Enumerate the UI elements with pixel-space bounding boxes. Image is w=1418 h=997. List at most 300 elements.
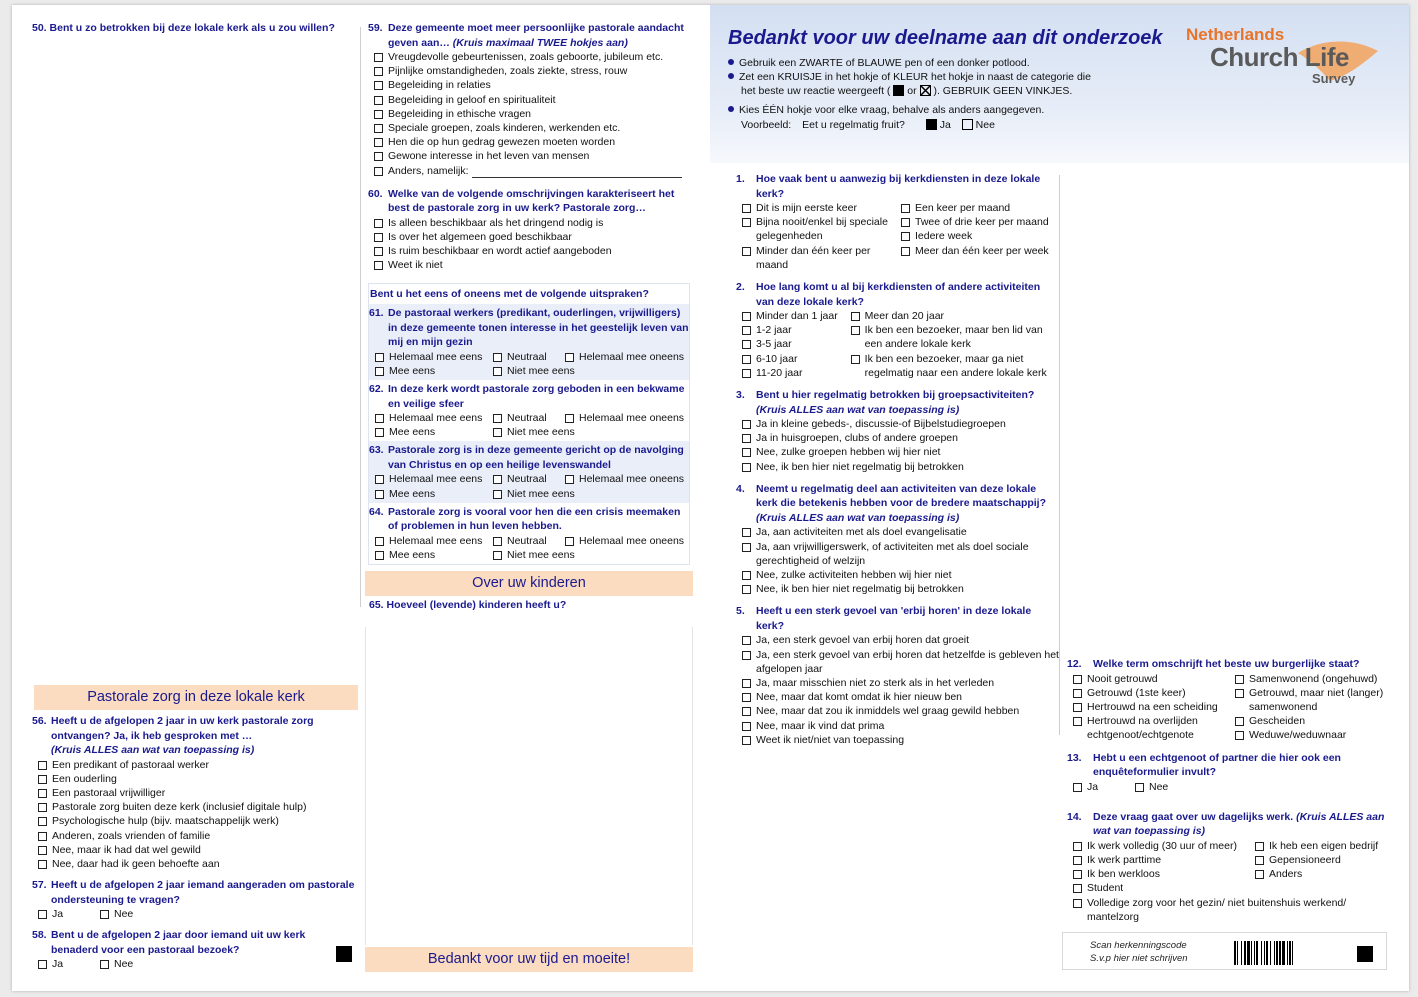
checkbox[interactable]	[1073, 689, 1082, 698]
question-60	[368, 187, 684, 216]
barcode-bar	[1244, 941, 1246, 965]
q58-no[interactable]	[100, 957, 133, 971]
question-text: Hebt u een echtgenoot of partner die hier ook een enquêteformulier invult?	[1093, 751, 1341, 779]
q5-options	[742, 633, 1060, 747]
option-label: Neutraal	[507, 473, 547, 486]
checkbox[interactable]	[374, 124, 383, 133]
option-label: Ja	[52, 908, 64, 921]
checkbox[interactable]	[38, 960, 47, 969]
scan-code-box	[1062, 932, 1387, 970]
question-text: Deze vraag gaat over uw dagelijks werk.	[1093, 810, 1294, 823]
checkbox[interactable]	[742, 651, 751, 660]
checkbox[interactable]	[742, 448, 751, 457]
column-divider	[1059, 175, 1060, 735]
checkbox[interactable]	[742, 736, 751, 745]
checkbox[interactable]	[565, 537, 574, 546]
option-label: Bijna nooit/enkel bij speciale gelegenheden	[756, 216, 888, 243]
checkbox[interactable]	[742, 312, 751, 321]
option[interactable]	[375, 350, 493, 364]
option[interactable]	[565, 411, 693, 425]
example-line	[741, 118, 995, 132]
question-number: 4.	[736, 482, 745, 495]
option[interactable]	[374, 164, 694, 178]
barcode-bar	[1254, 941, 1255, 965]
barcode-bar	[1234, 941, 1236, 965]
question-13	[1067, 751, 1397, 780]
option[interactable]	[374, 121, 694, 135]
option-label: Nee, ik ben hier niet regelmatig bij betrokken	[756, 583, 964, 596]
instruction-1	[728, 56, 1030, 70]
checkbox[interactable]	[375, 353, 384, 362]
crossed-box-icon	[920, 85, 931, 96]
option[interactable]	[565, 472, 693, 486]
option[interactable]	[493, 350, 565, 364]
option-label: Begeleiding in geloof en spiritualiteit	[388, 93, 556, 106]
checkbox[interactable]	[374, 261, 383, 270]
question-59	[368, 21, 694, 50]
questionnaire-sheet	[12, 5, 1409, 991]
checkbox[interactable]	[38, 789, 47, 798]
agreement-question	[369, 304, 689, 380]
option[interactable]	[493, 472, 565, 486]
option-label: Ja, een sterk gevoel van erbij horen dat groeit	[756, 634, 970, 647]
option[interactable]	[38, 843, 362, 857]
option[interactable]	[374, 244, 694, 258]
checkbox[interactable]	[38, 803, 47, 812]
column-3	[736, 172, 1060, 762]
option-label: Gescheiden	[1249, 715, 1306, 728]
option[interactable]	[493, 548, 613, 562]
option-label: Anders, namelijk:	[388, 164, 469, 177]
option-label: Getrouwd (1ste keer)	[1087, 686, 1186, 699]
option-label: Nee, maar ik vind dat prima	[756, 719, 885, 732]
option[interactable]	[901, 215, 1060, 229]
checkbox[interactable]	[742, 543, 751, 552]
question-hint: (Kruis maximaal TWEE hokjes aan)	[452, 36, 628, 49]
column-4	[1067, 657, 1397, 937]
checkbox[interactable]	[1073, 899, 1082, 908]
question-text: Hoe lang komt u al bij kerkdiensten of andere activiteiten van deze lokale kerk?	[756, 281, 1041, 308]
checkbox[interactable]	[742, 420, 751, 429]
option-label: 11-20 jaar	[756, 366, 803, 379]
checkbox[interactable]	[375, 414, 384, 423]
option-label: Hertrouwd na een scheiding	[1087, 700, 1218, 713]
q56-options	[38, 758, 362, 872]
checkbox[interactable]	[1073, 703, 1082, 712]
option-label: Helemaal mee oneens	[579, 473, 685, 486]
option[interactable]	[38, 758, 362, 772]
option[interactable]	[1235, 728, 1395, 742]
option[interactable]	[901, 244, 1060, 258]
question-number: 3.	[736, 389, 745, 402]
option-label: Is over het algemeen goed beschikbaar	[388, 231, 572, 244]
option-label: Ja	[52, 958, 64, 971]
checkbox[interactable]	[493, 537, 502, 546]
option[interactable]	[742, 525, 1060, 539]
question-number: 57.	[32, 879, 47, 892]
question-text: Neemt u regelmatig deel aan activiteiten van deze lokale kerk die betekenis hebben voor de bredere maatschappij?	[756, 482, 1047, 510]
checkbox[interactable]	[1235, 675, 1244, 684]
option[interactable]	[742, 690, 1060, 704]
option[interactable]	[1073, 839, 1255, 853]
checkbox[interactable]	[38, 846, 47, 855]
instruction-text: ). GEBRUIK GEEN VINKJES.	[933, 85, 1073, 97]
option[interactable]	[493, 364, 613, 378]
q60-options	[374, 216, 694, 273]
column-divider	[360, 27, 361, 607]
option[interactable]	[38, 800, 362, 814]
instruction-text: Kies ÉÉN hokje voor elke vraag, behalve als anders aangegeven.	[739, 104, 1045, 116]
scale-row	[375, 425, 689, 439]
option-label: Helemaal mee eens	[389, 473, 483, 486]
q4-options	[742, 525, 1060, 596]
barcode-bar	[1270, 941, 1271, 965]
option[interactable]	[374, 50, 694, 64]
option[interactable]	[374, 258, 694, 272]
option[interactable]	[374, 93, 694, 107]
option[interactable]	[565, 350, 693, 364]
checkbox[interactable]	[38, 860, 47, 869]
option[interactable]	[375, 487, 493, 501]
option[interactable]	[1255, 853, 1395, 867]
checkbox[interactable]	[742, 585, 751, 594]
option-label: Nee, zulke groepen hebben wij hier niet	[756, 446, 941, 459]
checkbox[interactable]	[742, 204, 751, 213]
option-label: Meer dan één keer per week	[915, 244, 1049, 257]
checkbox[interactable]	[742, 326, 751, 335]
checkbox[interactable]	[901, 247, 910, 256]
checkbox[interactable]	[1135, 783, 1144, 792]
option[interactable]	[742, 633, 1060, 647]
option[interactable]	[1255, 839, 1395, 853]
checkbox[interactable]	[742, 369, 751, 378]
checkbox[interactable]	[565, 414, 574, 423]
option[interactable]	[851, 352, 1060, 380]
option[interactable]	[1073, 867, 1255, 881]
q12-options	[1073, 672, 1397, 743]
checkbox[interactable]	[1235, 689, 1244, 698]
instruction-3	[728, 103, 1044, 117]
checkbox[interactable]	[374, 247, 383, 256]
option[interactable]	[742, 676, 1060, 690]
option[interactable]	[374, 107, 694, 121]
option[interactable]	[374, 230, 694, 244]
question-text: Bent u zo betrokken bij deze lokale kerk als u zou willen?	[49, 22, 335, 34]
option-label: Begeleiding in relaties	[388, 79, 491, 92]
checkbox[interactable]	[493, 367, 502, 376]
checkbox[interactable]	[1255, 856, 1264, 865]
section-pastoral-band: Pastorale zorg in deze lokale kerk	[34, 685, 358, 710]
checkbox[interactable]	[742, 355, 751, 364]
checkbox[interactable]	[742, 528, 751, 537]
option[interactable]	[374, 149, 694, 163]
q13-no[interactable]	[1135, 780, 1168, 794]
option-label: Ik werk parttime	[1087, 853, 1162, 866]
question-65	[369, 598, 689, 613]
option[interactable]	[742, 568, 1060, 582]
option[interactable]	[742, 366, 851, 380]
checkbox[interactable]	[742, 340, 751, 349]
option[interactable]	[1235, 686, 1395, 714]
barcode-bar	[1276, 941, 1278, 965]
option[interactable]	[901, 229, 1060, 243]
option[interactable]	[38, 786, 362, 800]
scan-line1: Scan herkenningscode	[1090, 940, 1187, 951]
checkbox[interactable]	[374, 53, 383, 62]
q57-yes[interactable]	[38, 907, 100, 921]
checkbox[interactable]	[851, 312, 860, 321]
checkbox[interactable]	[901, 218, 910, 227]
option[interactable]	[742, 201, 901, 215]
option[interactable]	[38, 829, 362, 843]
checkbox[interactable]	[565, 475, 574, 484]
option-label: Een ouderling	[52, 772, 117, 785]
checkbox[interactable]	[742, 463, 751, 472]
question-number: 60.	[368, 187, 383, 200]
question-61	[369, 306, 689, 350]
checkbox[interactable]	[1235, 717, 1244, 726]
checkbox[interactable]	[742, 434, 751, 443]
checkbox[interactable]	[374, 152, 383, 161]
checkbox[interactable]	[565, 353, 574, 362]
option[interactable]	[38, 814, 362, 828]
option[interactable]	[1235, 672, 1395, 686]
checkbox[interactable]	[374, 81, 383, 90]
option-label: Anderen, zoals vrienden of familie	[52, 829, 211, 842]
option[interactable]	[742, 417, 1060, 431]
q13-yes[interactable]	[1073, 780, 1135, 794]
checkbox[interactable]	[493, 414, 502, 423]
checkbox[interactable]	[375, 475, 384, 484]
question-text: Bent u hier regelmatig betrokken bij groepsactiviteiten?	[756, 389, 1035, 402]
scan-marker-icon	[336, 946, 352, 962]
option-label: Twee of drie keer per maand	[915, 216, 1049, 229]
checkbox[interactable]	[1073, 783, 1082, 792]
checkbox[interactable]	[38, 817, 47, 826]
option[interactable]	[493, 425, 613, 439]
option[interactable]	[375, 472, 493, 486]
checkbox[interactable]	[742, 693, 751, 702]
option[interactable]	[742, 323, 851, 337]
scale-row	[375, 350, 689, 364]
option-label: Samenwonend (ongehuwd)	[1249, 672, 1378, 685]
fill-in-line[interactable]	[472, 168, 682, 178]
question-number: 13.	[1067, 751, 1082, 764]
option[interactable]	[742, 244, 901, 272]
option[interactable]	[493, 411, 565, 425]
checkbox[interactable]	[1255, 870, 1264, 879]
option[interactable]	[742, 719, 1060, 733]
checkbox[interactable]	[374, 233, 383, 242]
checkbox[interactable]	[742, 722, 751, 731]
checkbox[interactable]	[375, 367, 384, 376]
checkbox[interactable]	[100, 960, 109, 969]
checkbox[interactable]	[742, 571, 751, 580]
checkbox[interactable]	[1073, 884, 1082, 893]
checkbox[interactable]	[38, 832, 47, 841]
option[interactable]	[742, 215, 901, 243]
option[interactable]	[375, 364, 493, 378]
option[interactable]	[493, 487, 613, 501]
question-number: 62.	[369, 383, 384, 396]
checkbox[interactable]	[1073, 842, 1082, 851]
option[interactable]	[1073, 672, 1235, 686]
option-label: Meer dan 20 jaar	[864, 310, 945, 323]
checkbox[interactable]	[38, 761, 47, 770]
option[interactable]	[742, 704, 1060, 718]
checkbox[interactable]	[493, 551, 502, 560]
option-label: Mee eens	[389, 364, 436, 377]
checkbox[interactable]	[1235, 731, 1244, 740]
option[interactable]	[374, 216, 694, 230]
checkbox[interactable]	[493, 353, 502, 362]
option[interactable]	[375, 534, 493, 548]
checkbox[interactable]	[374, 96, 383, 105]
option-label: Mee eens	[389, 549, 436, 562]
option[interactable]	[374, 78, 694, 92]
checkbox[interactable]	[742, 707, 751, 716]
logo-line2: Church Life	[1210, 42, 1349, 72]
q14-full-option[interactable]	[1073, 896, 1373, 924]
option[interactable]	[565, 534, 693, 548]
q14-options	[1073, 839, 1397, 896]
example-question: Eet u regelmatig fruit?	[802, 119, 905, 131]
checkbox[interactable]	[901, 204, 910, 213]
option[interactable]	[742, 431, 1060, 445]
option[interactable]	[742, 352, 851, 366]
option-label: Nee, maar ik had dat wel gewild	[52, 843, 201, 856]
option[interactable]	[375, 425, 493, 439]
option[interactable]	[1073, 853, 1255, 867]
option-label: Nee, zulke activiteiten hebben wij hier niet	[756, 568, 952, 581]
checkbox[interactable]	[901, 232, 910, 241]
option[interactable]	[374, 64, 694, 78]
children-answer-area	[365, 627, 693, 945]
option[interactable]	[1073, 700, 1235, 714]
barcode-icon	[1234, 941, 1334, 965]
checkbox[interactable]	[742, 247, 751, 256]
checkbox[interactable]	[374, 167, 383, 176]
question-text: Heeft u een sterk gevoel van 'erbij horen' in deze lokale kerk?	[756, 605, 1032, 632]
option-label: Helemaal mee oneens	[579, 350, 685, 363]
checkbox[interactable]	[851, 355, 860, 364]
option[interactable]	[901, 201, 1060, 215]
option[interactable]	[375, 548, 493, 562]
checkbox[interactable]	[375, 490, 384, 499]
option-label: Nee, daar had ik geen behoefte aan	[52, 857, 220, 870]
option-label: Niet mee eens	[507, 426, 575, 439]
example-label: Voorbeeld:	[741, 119, 792, 131]
option-label: Nee, ik ben hier niet regelmatig bij betrokken	[756, 460, 964, 473]
checkbox[interactable]	[742, 636, 751, 645]
checkbox[interactable]	[375, 428, 384, 437]
agreement-question	[369, 380, 689, 441]
option-label: Hen die op hun gedrag gewezen moeten worden	[388, 136, 616, 149]
checkbox[interactable]	[1255, 842, 1264, 851]
checkbox[interactable]	[1073, 870, 1082, 879]
option[interactable]	[38, 857, 362, 871]
option[interactable]	[851, 309, 1060, 323]
option-label: Neutraal	[507, 350, 547, 363]
checkbox[interactable]	[375, 551, 384, 560]
option-label: Ja, maar misschien niet zo sterk als in het verleden	[756, 676, 995, 689]
option[interactable]	[375, 411, 493, 425]
checkbox[interactable]	[100, 910, 109, 919]
checkbox[interactable]	[375, 537, 384, 546]
checkbox[interactable]	[742, 218, 751, 227]
option[interactable]	[742, 733, 1060, 747]
checkbox[interactable]	[1073, 856, 1082, 865]
option[interactable]	[742, 337, 851, 351]
checkbox[interactable]	[493, 490, 502, 499]
barcode-bar	[1261, 941, 1262, 965]
option-label: Ja, aan activiteiten met als doel evangelisatie	[756, 526, 967, 539]
option-label: Niet mee eens	[507, 549, 575, 562]
option[interactable]	[1073, 686, 1235, 700]
option[interactable]	[493, 534, 565, 548]
question-number: 59.	[368, 22, 383, 34]
q58-yes[interactable]	[38, 957, 100, 971]
question-text: De pastoraal werkers (predikant, ouderlingen, vrijwilligers) in deze gemeente tonen interesse in het geestelijk leven van mij en mijn gezin	[388, 307, 689, 349]
q57-no[interactable]	[100, 907, 133, 921]
option[interactable]	[742, 309, 851, 323]
option[interactable]	[1073, 881, 1255, 895]
option-label: Helemaal mee eens	[389, 534, 483, 547]
option-label: Pastorale zorg buiten deze kerk (inclusief digitale hulp)	[52, 801, 307, 814]
option-label: Ja, aan vrijwilligerswerk, of activiteiten met als doel sociale gerechtigheid of welzijn	[756, 540, 1029, 567]
option[interactable]	[742, 648, 1060, 676]
option[interactable]	[742, 582, 1060, 596]
checkbox[interactable]	[493, 428, 502, 437]
checkbox[interactable]	[742, 679, 751, 688]
question-2	[736, 280, 1060, 309]
question-number: 65.	[369, 599, 384, 611]
barcode-bar	[1289, 941, 1291, 965]
scan-text	[1090, 939, 1188, 965]
checkbox[interactable]	[851, 326, 860, 335]
option[interactable]	[742, 460, 1060, 474]
checkbox[interactable]	[493, 475, 502, 484]
option-label: Een keer per maand	[915, 202, 1011, 214]
option[interactable]	[1255, 867, 1395, 881]
scale-row	[375, 472, 689, 486]
checkbox[interactable]	[374, 219, 383, 228]
agreement-intro: Bent u het eens of oneens met de volgende uitspraken?	[370, 287, 649, 300]
barcode-bar	[1251, 941, 1252, 965]
scale-row	[375, 411, 689, 425]
checkbox[interactable]	[1073, 717, 1082, 726]
checkbox[interactable]	[374, 110, 383, 119]
question-5	[736, 604, 1060, 633]
option[interactable]	[742, 445, 1060, 459]
checkbox[interactable]	[38, 775, 47, 784]
option[interactable]	[1235, 714, 1395, 728]
option-label: Speciale groepen, zoals kinderen, werkenden etc.	[388, 122, 621, 135]
option[interactable]	[742, 540, 1060, 568]
scale-row	[375, 364, 689, 378]
question-hint: (Kruis ALLES aan wat van toepassing is)	[1093, 810, 1385, 838]
checkbox[interactable]	[1073, 675, 1082, 684]
question-text: Welke van de volgende omschrijvingen karakteriseert het best de pastorale zorg in uw kerk? Pastorale zorg…	[388, 187, 675, 215]
question-text: Deze gemeente moet meer persoonlijke pastorale aandacht geven aan…	[388, 22, 684, 49]
option[interactable]	[851, 323, 1060, 351]
option[interactable]	[1073, 714, 1235, 742]
checkbox[interactable]	[374, 138, 383, 147]
option[interactable]	[38, 772, 362, 786]
option[interactable]	[374, 135, 694, 149]
checkbox[interactable]	[38, 910, 47, 919]
checkbox[interactable]	[374, 67, 383, 76]
